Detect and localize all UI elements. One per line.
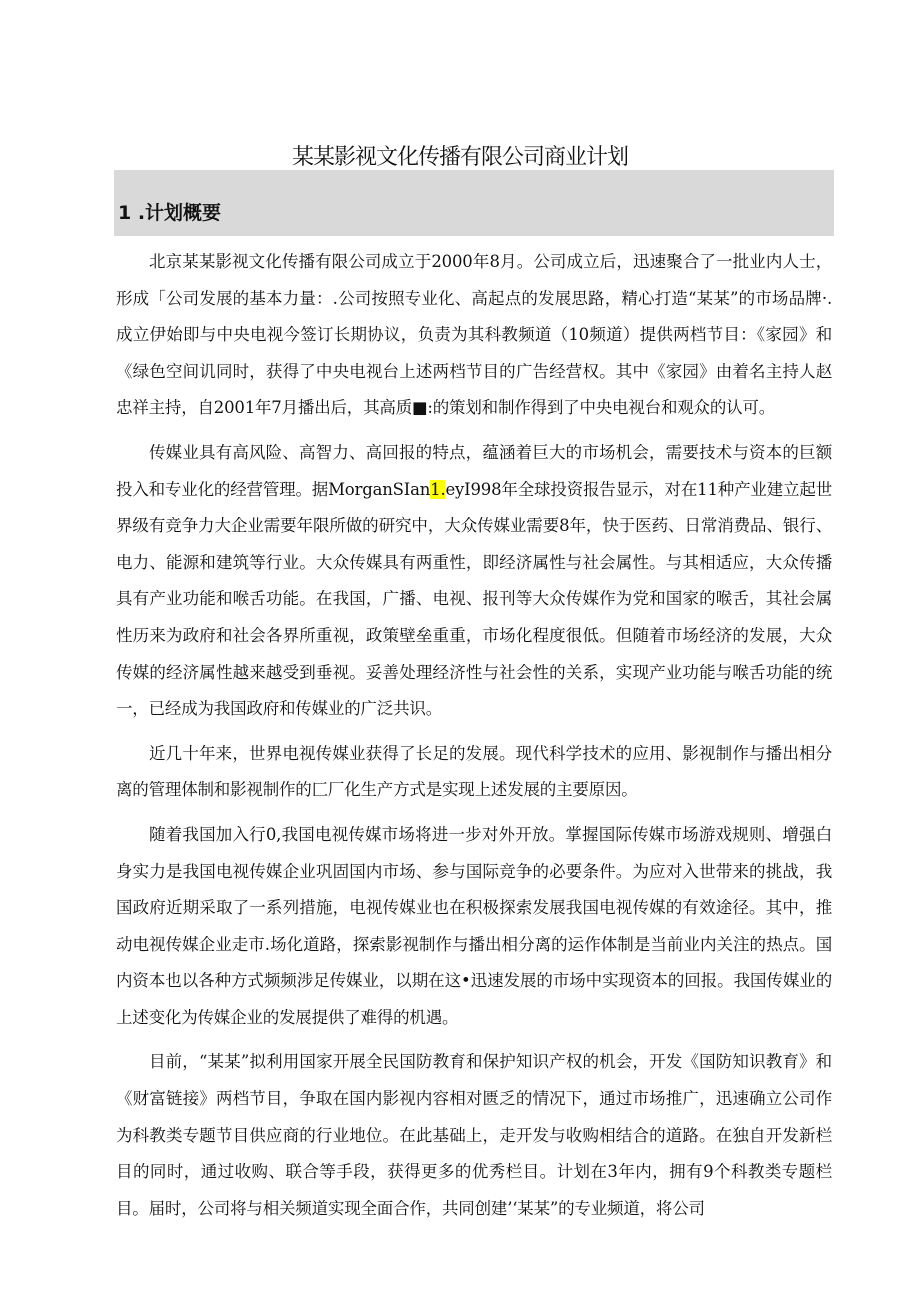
section-heading: 1 .计划概要: [118, 202, 222, 224]
highlighted-text: 1.: [430, 479, 446, 499]
paragraph-text-segment: 传媒业具有高风险、高智力、高回报的特点，蕴涵着巨大的市场机会，需要技术与资本的巨额投入和专业化的经营管理。据MorganSIan: [116, 442, 832, 499]
paragraph-company-intro: 北京某某影视文化传播有限公司成立于2000年8月。公司成立后，迅速聚合了一批业内人士，形成「公司发展的基本力量：.公司按照专业化、高起点的发展思路，精心打造“某某”的市场品牌·.成立伊始即与中央电视今签订长期协议，负责为其科教频道（10频道）提供两档节目：《家园》和《绿色空间讥同时，获得了中央电视台上述两档节目的广告经营权。其中《家园》由着名主持人赵忠祥主持，自2001年7月播出后，其高质■:的策划和制作得到了中央电视台和观众的认可。: [116, 252, 832, 418]
document-body: [116, 244, 832, 1235]
paragraph-current-plan: 目前，“某某”拟利用国家开展全民国防教育和保护知识产权的机会，开发《国防知识教育》和《财富链接》两档节目，争取在国内影视内容相对匮乏的情况下，通过市场推广，迅速确立公司作为科教类专题节目供应商的行业地位。在此基础上，走开发与收购相结合的道路。在独自开发新栏目的同时，通过收购、联合等手段，获得更多的优秀栏目。计划在3年内，拥有9个科教类专题栏目。届时，公司将与相关频道实现全面合作，共同创建’‘某某”的专业频道，将公司: [116, 1052, 832, 1218]
document-title: 某某影视文化传播有限公司商业计划: [291, 145, 628, 170]
paragraph-media-industry: [116, 435, 832, 728]
paragraph-tv-development: 近几十年来，世界电视传媒业获得了长足的发展。现代科学技术的应用、影视制作与播出相分离的管理体制和影视制作的匚厂化生产方式是实现上述发展的主要原因。: [116, 743, 832, 800]
paragraph-wto-opening: 随着我国加入行0,我国电视传媒市场将进一步对外开放。掌握国际传媒市场游戏规则、增强白身实力是我国电视传媒企业巩固国内市场、参与国际竞争的必要条件。为应对入世带来的挑战，我国政府近期采取了一系列措施，电视传媒业也在积极探索发展我国电视传媒的有效途径。其中，推动电视传媒企业走市.场化道路，探索影视制作与播出相分离的运作体制是当前业内关注的热点。国内资本也以各种方式频频涉足传媒业，以期在这•迅速发展的市场中实现资本的回报。我国传媒业的上述变化为传媒企业的发展提供了难得的机遇。: [116, 824, 832, 1027]
section-heading-band: [114, 170, 834, 236]
paragraph-text-segment: eyI998年全球投资报告显示，对在11种产业建立起世界级有竞争力大企业需要年限所做的研究中，大众传媒业需要8年，快于医药、日常消费品、银行、电力、能源和建筑等行业。大众传媒具有两重性，即经济属性与社会属性。与其相适应，大众传播具有产业功能和喉舌功能。在我国，广播、电视、报刊等大众传媒作为党和国家的喉舌，其社会属性历来为政府和社会各界所重视，政策壁垒重重，市场化程度很低。但随着市场经济的发展，大众传媒的经济属性越来越受到垂视。妥善处理经济性与社会性的关系，实现产业功能与喉舌功能的统一，已经成为我国政府和传媒业的广泛共识。: [116, 479, 832, 719]
